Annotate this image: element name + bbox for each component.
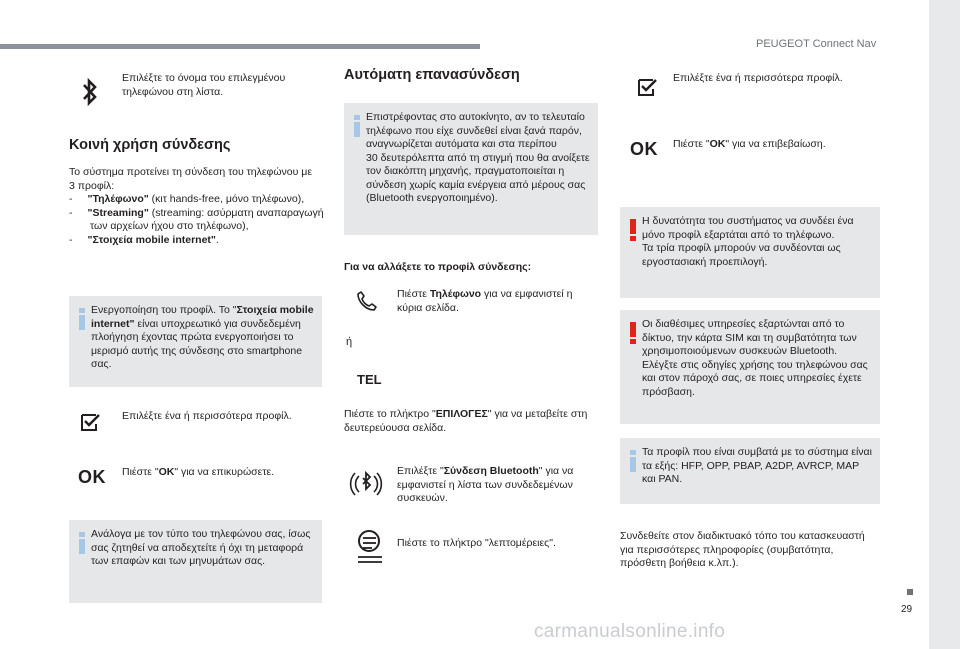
step-select-phone-name: Επιλέξτε το όνομα του επιλεγμένου τηλεφώνου στη λίστα. [122,72,286,98]
info-icon [630,450,636,477]
profile-list: - "Τηλέφωνο" (κιτ hands-free, μόνο τηλέφωνο), - "Streaming" (streaming: ασύρματη αναπαραγωγή των αρχείων ήχου στο τηλέφωνο), - "Στοιχεία mobile internet". [69,193,324,246]
warning-icon [630,322,636,349]
info-note-profile: Ενεργοποίηση του προφίλ. Το "Στοιχεία mobile internet" είναι υποχρεωτικό για συνδεδεμένη πλοήγηση έχοντας πρώτα ενεργοποιήσει το μερισμό αυτής της σύνδεσης στο smartphone σας. [69,296,322,387]
bluetooth-connection-icon [345,463,387,505]
step-press-details: Πιέστε το πλήκτρο "λεπτομέρειες". [397,537,556,549]
step-press-phone: Πιέστε Τηλέφωνο για να εμφανιστεί η κύρια σελίδα. [397,288,573,314]
ok-button-icon: OK [630,139,658,160]
page-marker [907,589,913,595]
ok-button-icon: OK [78,467,106,488]
list-item: - "Streaming" (streaming: ασύρματη αναπαραγωγή [69,206,324,219]
details-icon [352,528,388,566]
info-note-compatible: Τα προφίλ που είναι συμβατά με το σύστημα είναι τα εξής: HFP, OPP, PBAP, A2DP, AVRCP, MAP και PAN. [620,438,880,504]
tel-button-icon: TEL [357,372,382,387]
checkbox-check-icon [634,74,660,100]
page-number: 29 [901,604,913,615]
section-title-sharing: Κοινή χρήση σύνδεσης [69,137,231,153]
watermark: carmanualsonline.info [534,621,726,642]
header-bar [0,44,480,49]
footer-website-note: Συνδεθείτε στον διαδικτυακό τόπο του κατασκευαστή για περισσότερες πληροφορίες (συμβατότητα, πρόσθετη βοήθεια κ.λπ.). [620,530,865,569]
list-item: - "Τηλέφωνο" (κιτ hands-free, μόνο τηλέφωνο), [69,193,305,205]
info-icon [79,308,85,335]
section-title-reconnect: Αυτόματη επανασύνδεση [344,67,520,83]
step-press-options: Πιέστε το πλήκτρο "ΕΠΙΛΟΓΕΣ" για να μεταβείτε στη δευτερεύουσα σελίδα. [344,408,588,434]
page-sidebar [929,0,960,649]
step-select-profiles: Επιλέξτε ένα ή περισσότερα προφίλ. [122,410,292,422]
checkbox-check-icon [78,410,102,434]
info-note-reconnect: Επιστρέφοντας στο αυτοκίνητο, αν το τελευταίο τηλέφωνο που είχε συνδεθεί είναι ξανά παρόν, αναγνωρίζεται αυτόματα και στα περίπου 30 δευτερόλεπτα από τη στιγμή που θα ανοίξετε τον διακόπτη μηχανής, πραγματοποιείται η σύνδεση χωρίς καμία ενέργεια από μέρους σας (Bluetooth ενεργοποιημένο). [344,103,598,235]
step-press-ok-confirm: Πιέστε "OK" για να επιβεβαίωση. [673,138,826,150]
subtitle-change-profile: Για να αλλάξετε το προφίλ σύνδεσης: [344,261,532,273]
phone-icon [354,288,380,314]
step-select-bluetooth: Επιλέξτε "Σύνδεση Bluetooth" για να εμφανιστεί η λίστα των συνδεδεμένων συσκευών. [397,465,574,504]
warning-note-services: Οι διαθέσιμες υπηρεσίες εξαρτώνται από το δίκτυο, την κάρτα SIM και τη συμβατότητα των χρησιμοποιούμενων συσκευών Bluetooth. Ελέγξτε στις οδηγίες χρήσης του τηλεφώνου σας και στον πάροχό σας, σε ποιες υπηρεσίες έχετε πρόσβαση. [620,310,880,424]
step-select-profiles-2: Επιλέξτε ένα ή περισσότερα προφίλ. [673,72,843,84]
info-icon [79,532,85,559]
warning-icon [630,219,636,246]
bluetooth-icon [78,74,102,110]
warning-note-profiles: Η δυνατότητα του συστήματος να συνδέει ένα μόνο προφίλ εξαρτάται από το τηλέφωνο. Τα τρία προφίλ μπορούν να συνδέονται ως εργοστασιακή προεπιλογή. [620,207,880,298]
info-note-contacts: Ανάλογα με τον τύπο του τηλεφώνου σας, ίσως σας ζητηθεί να αποδεχτείτε ή όχι τη μεταφορά των επαφών και των μηνυμάτων σας. [69,520,322,603]
list-item: - "Στοιχεία mobile internet". [69,233,219,246]
sharing-intro: Το σύστημα προτείνει τη σύνδεση του τηλεφώνου με 3 προφίλ: [69,166,313,192]
info-icon [354,115,360,142]
brand-title: PEUGEOT Connect Nav [756,38,877,50]
or-label: ή [346,336,353,348]
step-press-ok: Πιέστε "OK" για να επικυρώσετε. [122,466,275,478]
